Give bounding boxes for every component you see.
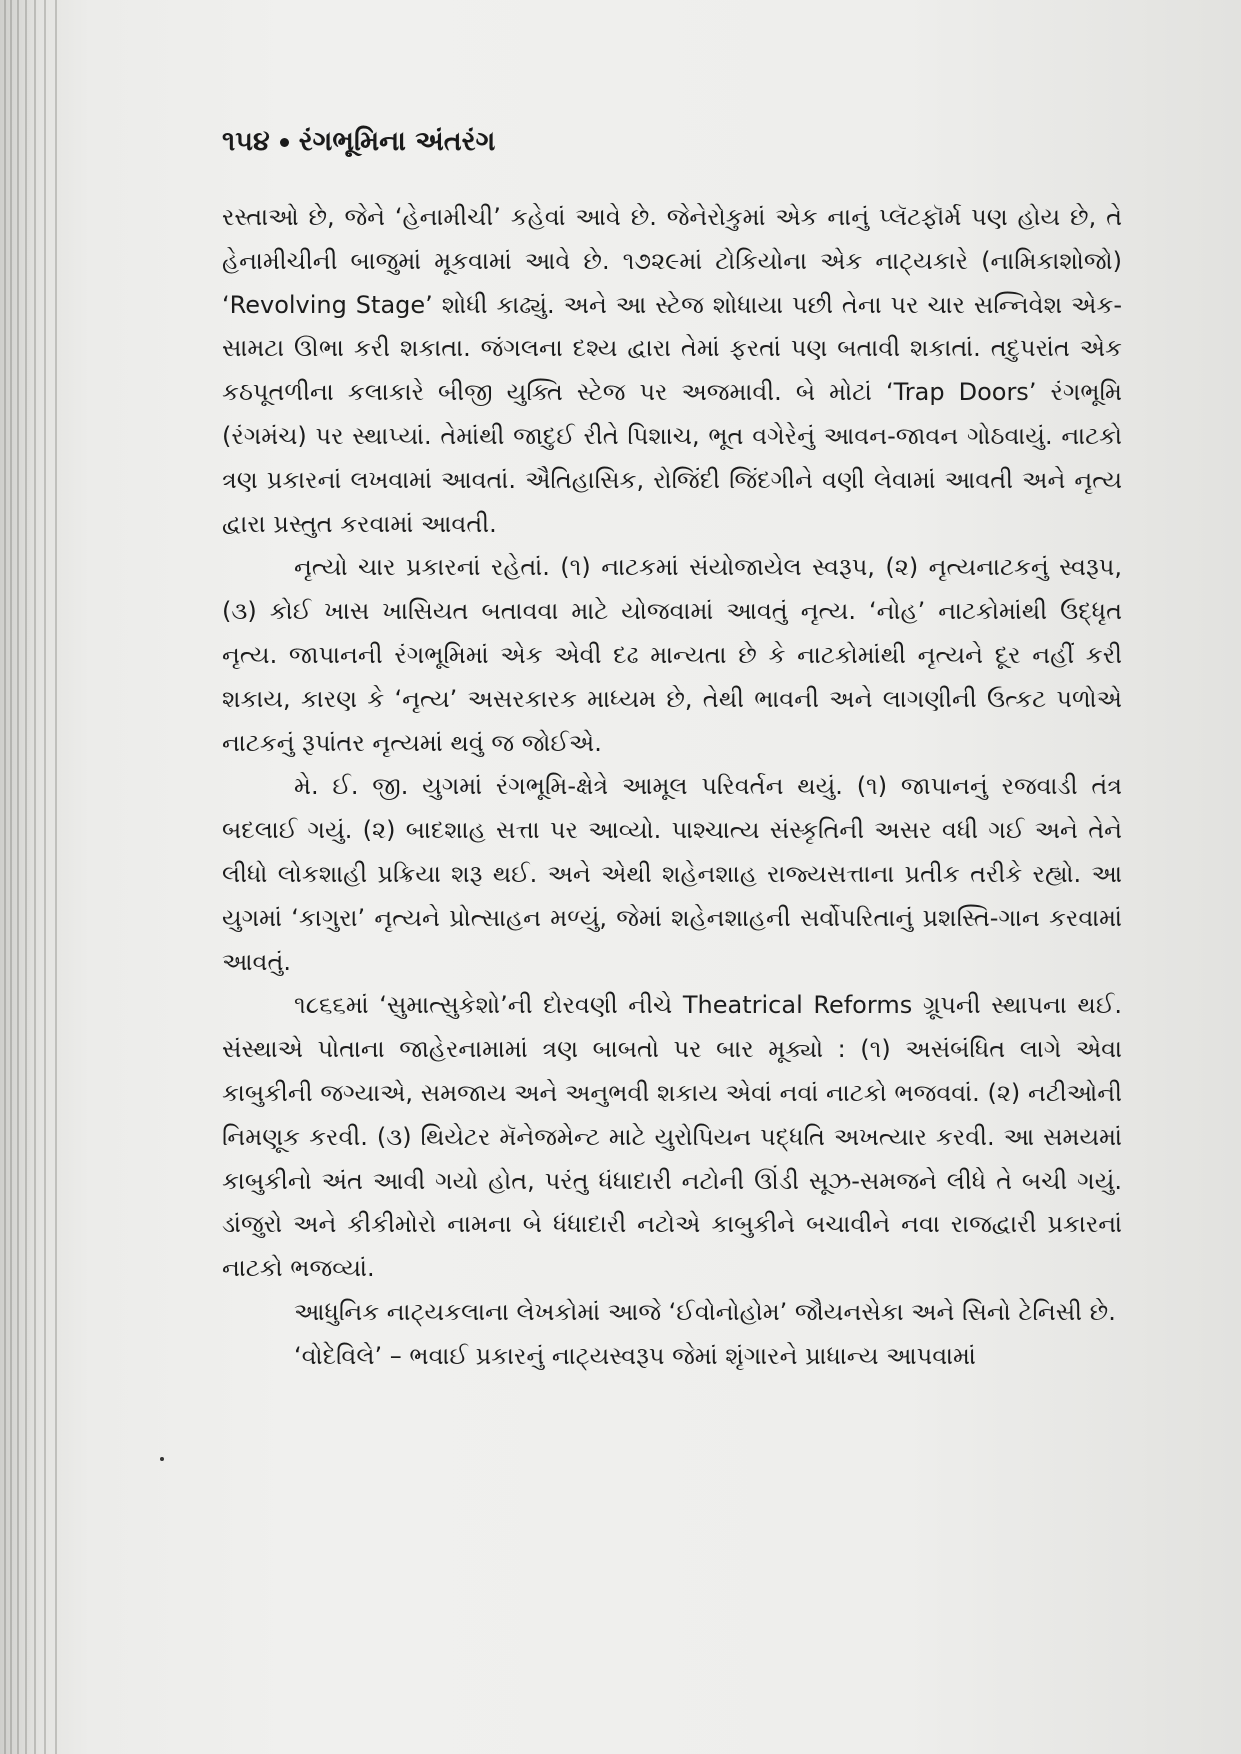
page-edge <box>34 0 36 1754</box>
print-speck <box>160 1457 164 1461</box>
paragraph: મે. ઈ. જી. યુગમાં રંગભૂમિ-ક્ષેત્રે આમૂલ પરિવર્તન થયું. (૧) જાપાનનું રજવાડી તંત્ર બદલાઈ ગયું. (૨) બાદશાહ સત્તા પર આવ્યો. પાશ્ચાત્ય સંસ્કૃતિની અસર વધી ગઈ અને તેને લીધો લોકશાહી પ્રક્રિયા શરૂ થઈ. અને એથી શહેનશાહ રાજ્યસત્તાના પ્રતીક તરીકે રહ્યો. આ યુગમાં ‘કાગુરા’ નૃત્યને પ્રોત્સાહન મળ્યું, જેમાં શહેનશાહની સર્વોપરિતાનું પ્રશસ્તિ-ગાન કરવામાં આવતું. <box>222 772 1122 976</box>
page-edge <box>4 0 6 1754</box>
page-edge <box>44 0 46 1754</box>
bullet-separator <box>280 138 289 147</box>
book-title: રંગભૂમિના અંતરંગ <box>298 126 496 157</box>
paragraph: રસ્તાઓ છે, જેને ‘હેનામીચી’ કહેવાં આવે છે. જેનેરોકુમાં એક નાનું પ્લૅટફૉર્મ પણ હોય છે, તે હેનામીચીની બાજુમાં મૂકવામાં આવે છે. ૧૭૨૯માં ટોકિયોના એક નાટ્યકારે (નામિકાશોજો) ‘Revolving Stage’ શોધી કાઢ્યું. અને આ સ્ટેજ શોધાયા પછી તેના પર ચાર સન્નિવેશ એક- સામટા ઊભા કરી શકાતા. જંગલના દશ્ય દ્વારા તેમાં ફરતાં પણ બતાવી શકાતાં. તદુપરાંત એક કઠપૂતળીના કલાકારે બીજી યુક્તિ સ્ટેજ પર અજમાવી. બે મોટાં ‘Trap Doors’ રંગભૂમિ (રંગમંચ) પર સ્થાપ્યાં. તેમાંથી જાદુઈ રીતે પિશાચ, ભૂત વગેરેનું આવન-જાવન ગોઠવાયું. નાટકો ત્રણ પ્રકારનાં લખવામાં આવતાં. ઐતિહાસિક, રોજિંદી જિંદગીને વણી લેવામાં આવતી અને નૃત્ય દ્વારા પ્રસ્તુત કરવામાં આવતી. <box>222 203 1122 538</box>
page-edge <box>17 0 19 1754</box>
page-edge <box>25 0 27 1754</box>
page-edge <box>10 0 12 1754</box>
page-number: ૧૫૪ <box>222 126 270 157</box>
paragraph: ૧૮૬૬માં ‘સુમાત્સુકેશો’ની દોરવણી નીચે Theatrical Reforms ગ્રૂપની સ્થાપના થઈ. સંસ્થાએ પોતાના જાહેરનામામાં ત્રણ બાબતો પર બાર મૂક્યો : (૧) અસંબંધિત લાગે એવા કાબુકીની જગ્યાએ, સમજાય અને અનુભવી શકાય એવાં નવાં નાટકો ભજવવાં. (૨) નટીઓની નિમણૂક કરવી. (૩) થિયેટર મૅનેજમેન્ટ માટે યુરોપિયન પદ્ધતિ અખત્યાર કરવી. આ સમયમાં કાબુકીનો અંત આવી ગયો હોત, પરંતુ ધંધાદારી નટોની ઊંડી સૂઝ-સમજને લીધે તે બચી ગયું. ડાંજુરો અને કીકીમોરો નામના બે ધંધાદારી નટોએ કાબુકીને બચાવીને નવા રાજદ્વારી પ્રકારનાં નાટકો ભજવ્યાં. <box>222 991 1122 1283</box>
paragraph: આધુનિક નાટ્યકલાના લેખકોમાં આજે ‘ઈવોનોહોમ’ જૌયનસેકા અને સિનો ટેનિસી છે. <box>294 1297 1116 1326</box>
page-body <box>222 196 1122 1379</box>
page-edge <box>55 0 57 1754</box>
paragraph: ‘વોદેવિલે’ – ભવાઈ પ્રકારનું નાટ્યસ્વરૂપ જેમાં શૃંગારને પ્રાધાન્ય આપવામાં <box>294 1341 976 1370</box>
paragraph: નૃત્યો ચાર પ્રકારનાં રહેતાં. (૧) નાટકમાં સંયોજાયેલ સ્વરૂપ, (૨) નૃત્યનાટકનું સ્વરૂપ, (૩) કોઈ ખાસ ખાસિયત બતાવવા માટે યોજવામાં આવતું નૃત્ય. ‘નોહ’ નાટકોમાંથી ઉદ્‌ધૃત નૃત્ય. જાપાનની રંગભૂમિમાં એક એવી દઢ માન્યતા છે કે નાટકોમાંથી નૃત્યને દૂર નહીં કરી શકાય, કારણ કે ‘નૃત્ય’ અસરકારક માધ્યમ છે, તેથી ભાવની અને લાગણીની ઉત્કટ પળોએ નાટકનું રૂપાંતર નૃત્યમાં થવું જ જોઈએ. <box>222 553 1122 757</box>
running-header <box>222 126 1122 158</box>
